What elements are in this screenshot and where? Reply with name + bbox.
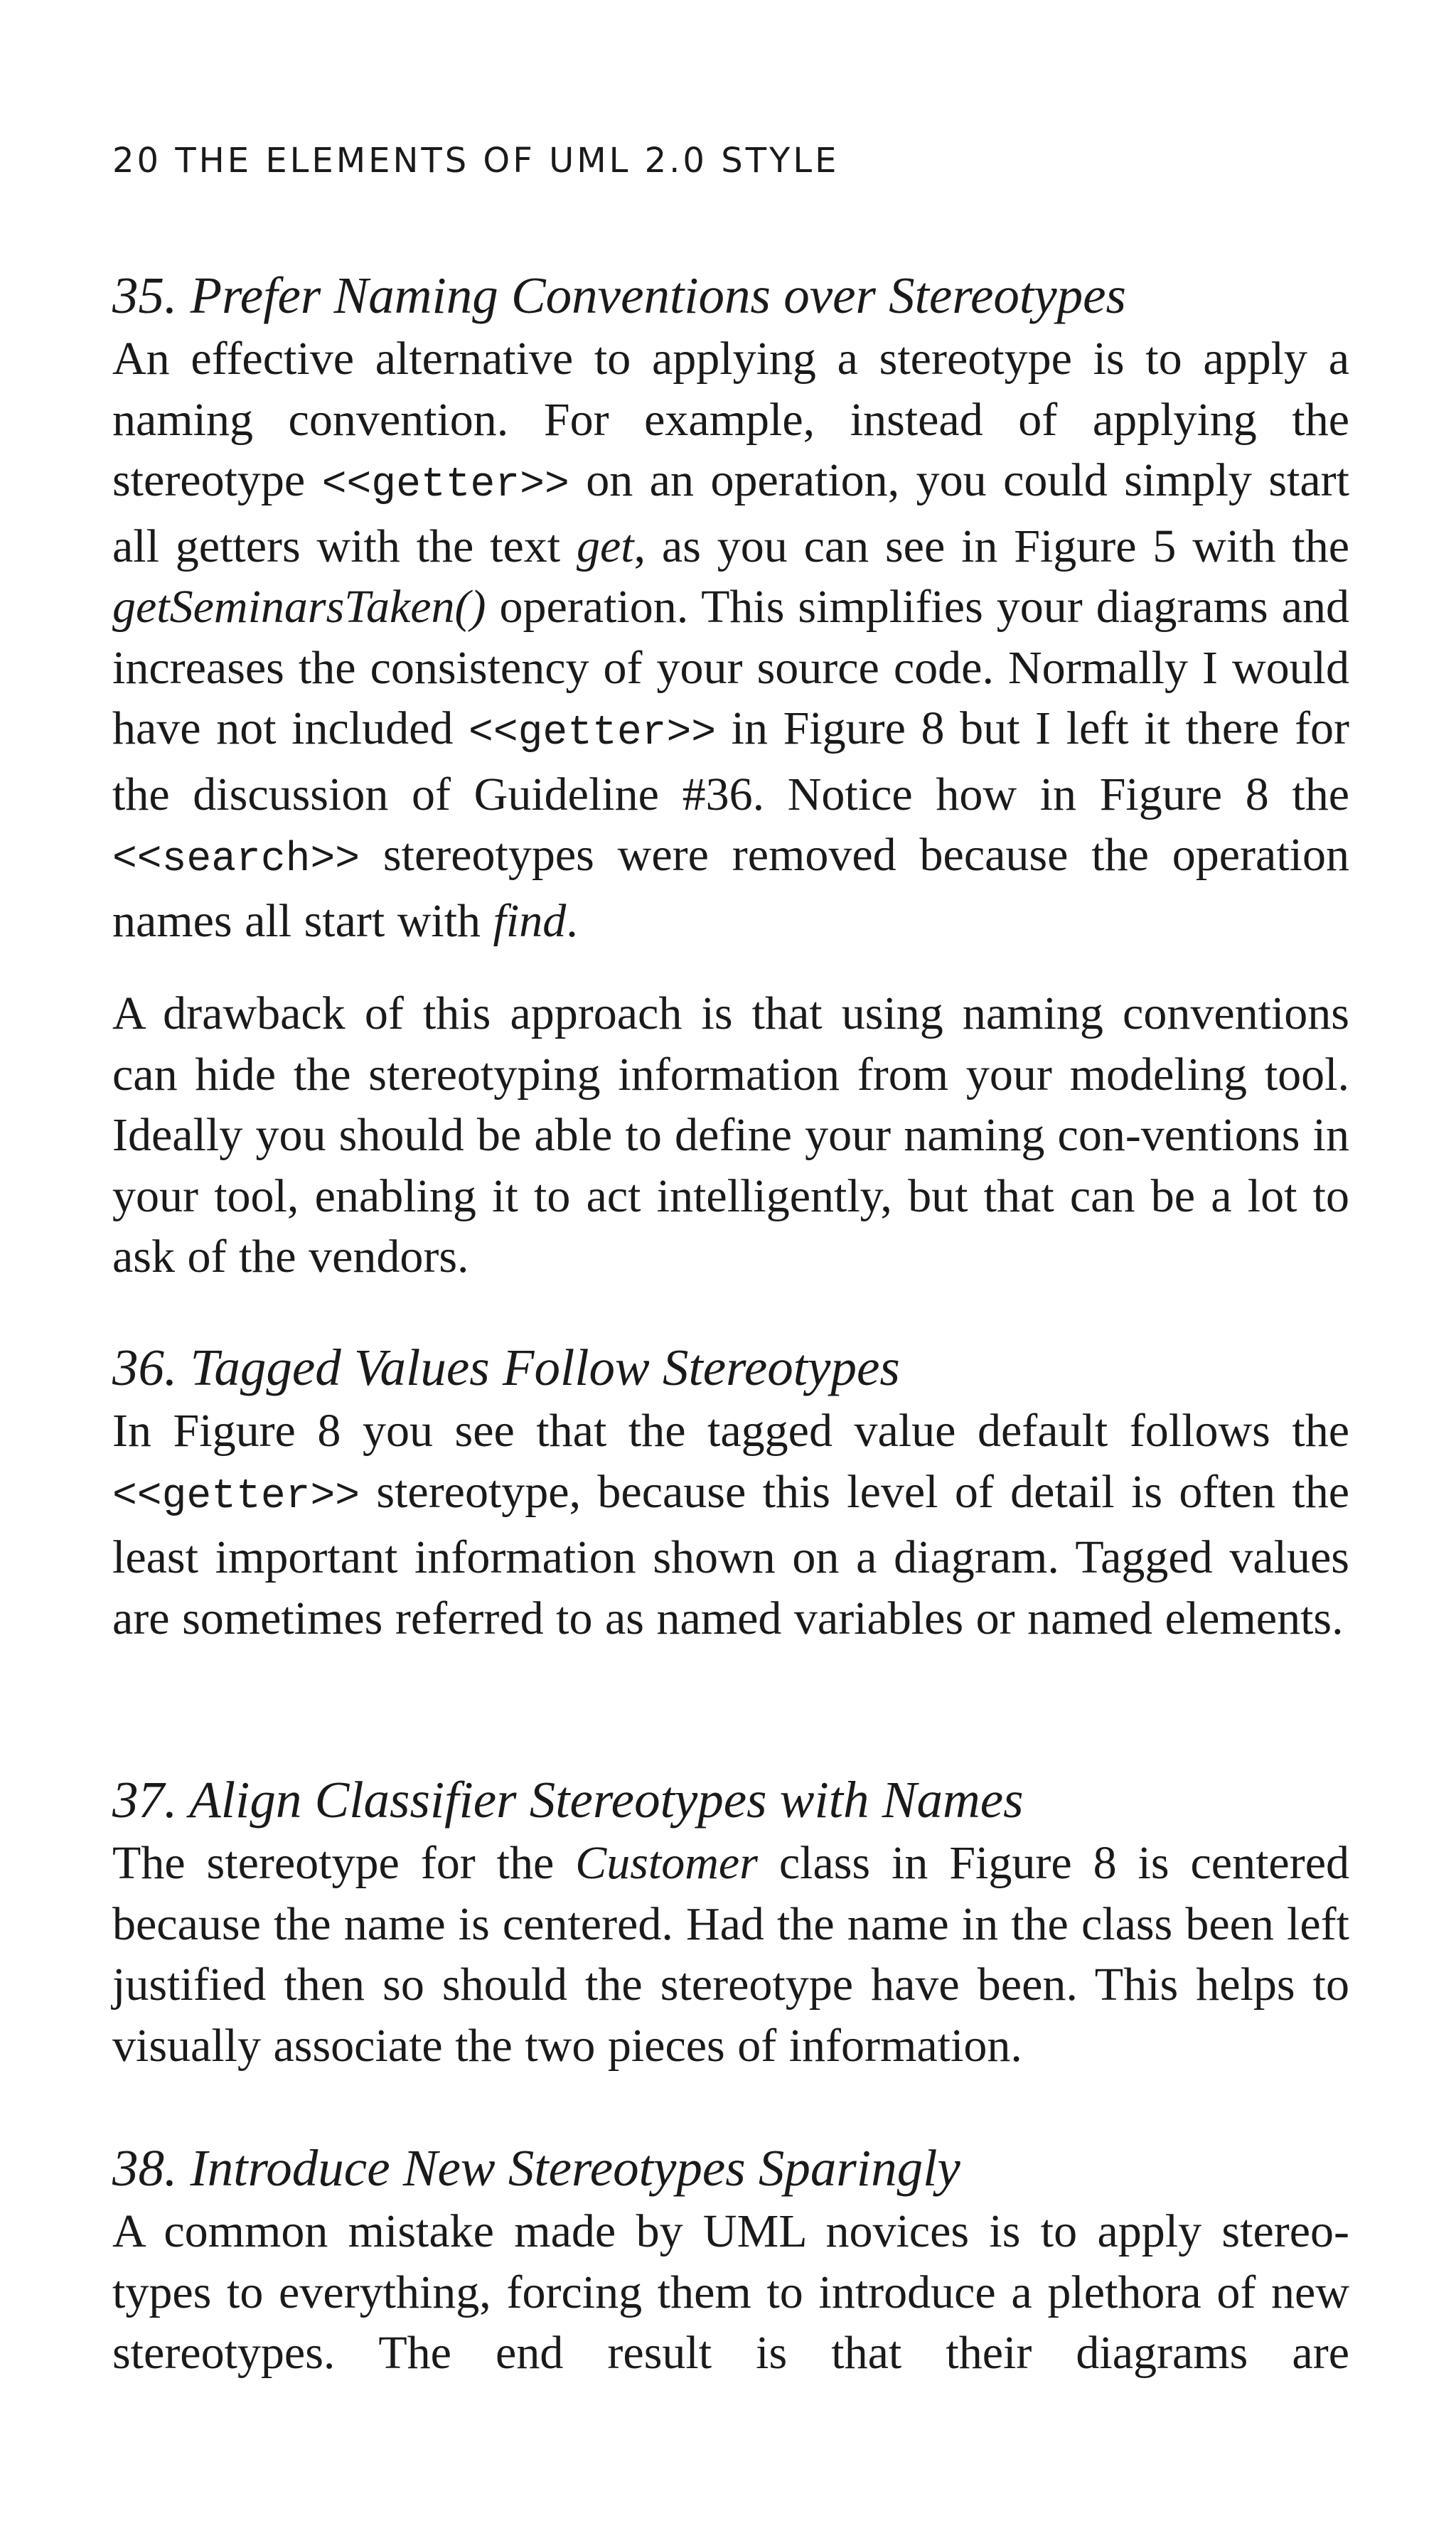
section-37	[112, 1766, 1349, 2076]
text-run: An effective alternative to applying a stereotype is to apply a naming convention. For example, instead of applying the stereotype	[112, 333, 1349, 506]
code-search: <<search>>	[112, 837, 360, 883]
paragraph: A drawback of this approach is that using naming conventions can hide the stereotyping information from your modeling tool. Ideally you should be able to define your naming con-ventions in your tool, enabling it to act intelligently, but that can be a lot to ask of the vendors.	[112, 987, 1349, 1283]
section-title: 35. Prefer Naming Conventions over Stereotypes	[112, 267, 1126, 324]
text-run: , as you can see in Figure 5 with the	[633, 520, 1350, 572]
paragraph	[112, 328, 1349, 951]
text-run: operation. This simplifies your diagrams and increases the consistency of your source code. Normally I would have not included	[112, 581, 1349, 754]
section-36	[112, 1334, 1349, 1649]
text-run: class in Figure 8 is centered because the name is centered. Had the name in the class been left justified then so should the stereotype have been. This helps to visually associate the two pieces of information.	[112, 1837, 1349, 2072]
code-getter: <<getter>>	[321, 462, 569, 508]
paragraph: A common mistake made by UML novices is to apply stereo-types to everything, forcing them to introduce a plethora of new stereotypes. The end result is that their diagrams are	[112, 2205, 1349, 2379]
paragraph	[112, 1833, 1349, 2076]
code-getter: <<getter>>	[112, 1473, 360, 1520]
text-run: .	[566, 894, 578, 947]
italic-customer: Customer	[575, 1837, 758, 1889]
running-head: 20 THE ELEMENTS OF UML 2.0 STYLE	[112, 141, 840, 181]
section-title: 36. Tagged Values Follow Stereotypes	[112, 1339, 900, 1396]
italic-find: find	[493, 894, 567, 947]
text-run: The stereotype for the	[112, 1837, 576, 1889]
section-title: 37. Align Classifier Stereotypes with Names	[112, 1771, 1024, 1829]
code-getter: <<getter>>	[469, 710, 717, 756]
text-run: In Figure 8 you see that the tagged value default follows the	[112, 1405, 1349, 1457]
italic-getseminarstaken: getSeminarsTaken()	[112, 581, 486, 633]
text-run: in Figure 8 but I left it there for the discussion of Guideline #36. Notice how in Figure 8 the	[112, 702, 1349, 820]
section-38	[112, 2134, 1349, 2384]
text-run: on an operation, you could simply start all getters with the text	[112, 454, 1349, 572]
paragraph	[112, 1401, 1349, 1649]
section-title: 38. Introduce New Stereotypes Sparingly	[112, 2139, 960, 2197]
text-run: stereotypes were removed because the operation names all start with	[112, 829, 1349, 947]
text-run: stereotype, because this level of detail is often the least important information shown on a diagram. Tagged values are sometimes referred to as named variables or named elements.	[112, 1465, 1349, 1644]
italic-get: get	[576, 520, 634, 572]
section-35	[112, 262, 1349, 1288]
